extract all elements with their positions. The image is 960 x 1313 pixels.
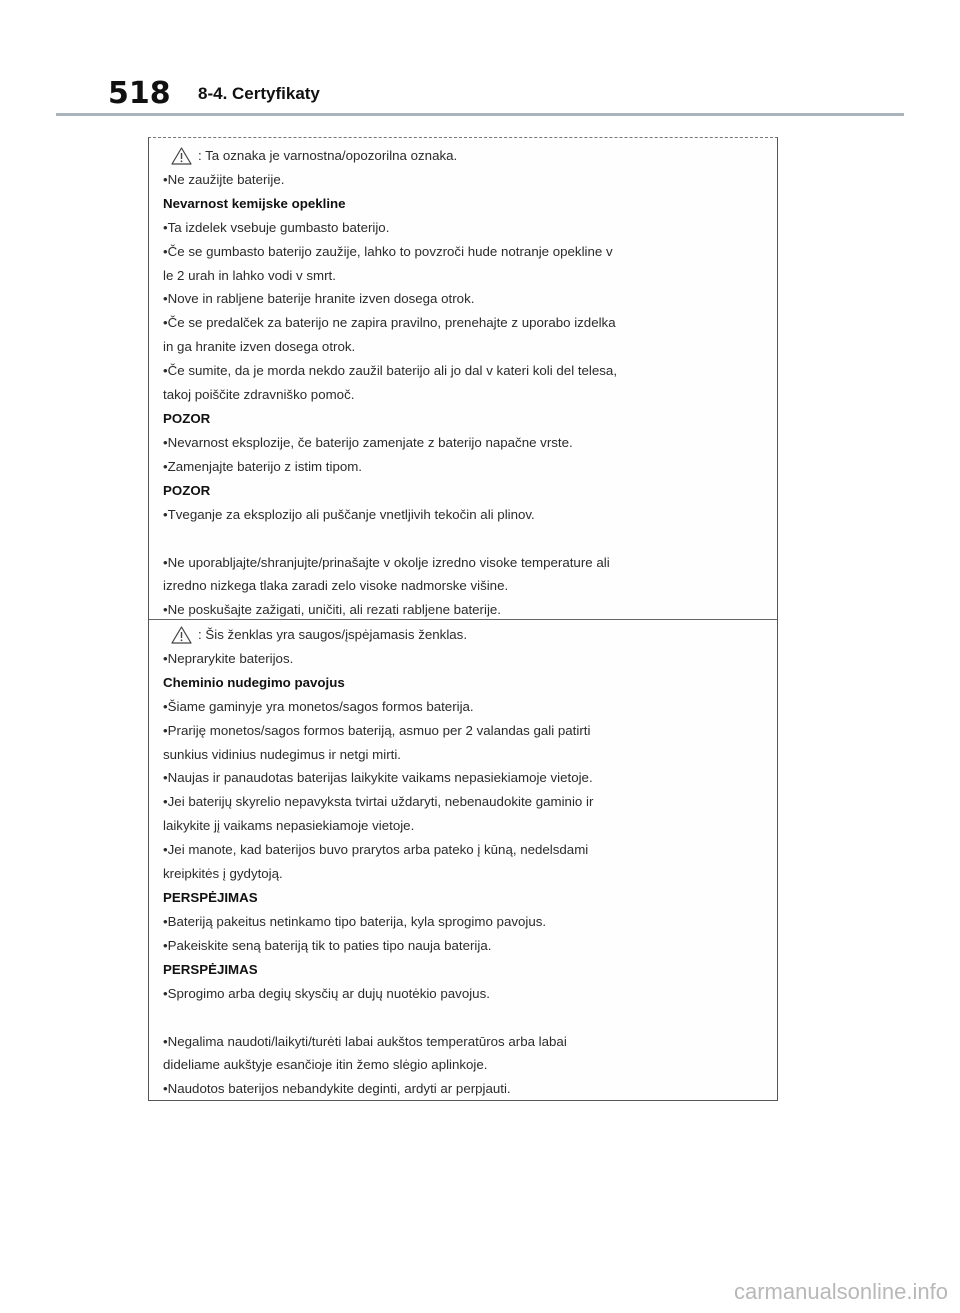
warning-header: [163, 144, 763, 168]
warning-line: •Tveganje za eksplozijo ali puščanje vnetljivih tekočin ali plinov.: [163, 506, 535, 522]
page-header: [0, 0, 960, 118]
page-number: 518: [108, 76, 171, 111]
warning-header-text: : Ta oznaka je varnostna/opozorilna oznaka.: [198, 148, 458, 163]
warning-line: •Neprarykite baterijos.: [163, 650, 294, 666]
warning-header-text: : Šis ženklas yra saugos/įspėjamasis ženklas.: [198, 627, 468, 642]
certificate-scan: [148, 137, 778, 1101]
warning-line: •Ne poskušajte zažigati, uničiti, ali rezati rabljene baterije.: [163, 602, 501, 618]
warning-line: •Naujas ir panaudotas baterijas laikykite vaikams nepasiekiamoje vietoje.: [163, 770, 593, 786]
warning-line: in ga hranite izven dosega otrok.: [163, 339, 356, 355]
warning-line: takoj poiščite zdravniško pomoč.: [163, 387, 355, 403]
warning-line: kreipkitės į gydytoją.: [163, 866, 283, 882]
warning-line: laikykite jį vaikams nepasiekiamoje vietoje.: [163, 818, 415, 834]
warning-line: •Naudotos baterijos nebandykite deginti, ardyti ar perpjauti.: [163, 1081, 511, 1097]
warning-line: •Sprogimo arba degių skysčių ar dujų nuotėkio pavojus.: [163, 985, 490, 1001]
warning-heading: POZOR: [163, 410, 211, 426]
warning-line: sunkius vidinius nudegimus ir netgi mirti.: [163, 746, 401, 762]
warning-line: izredno nizkega tlaka zaradi zelo visoke nadmorske višine.: [163, 578, 509, 594]
warning-line: •Ne uporabljajte/shranjujte/prinašajte v okolje izredno visoke temperature ali: [163, 554, 610, 570]
warning-line: le 2 urah in lahko vodi v smrt.: [163, 267, 336, 283]
warning-heading: PERSPĖJIMAS: [163, 889, 258, 905]
warning-line: •Jei manote, kad baterijos buvo prarytos arba pateko į kūną, nedelsdami: [163, 842, 589, 858]
warning-heading: POZOR: [163, 482, 211, 498]
warning-line: •Prariję monetos/sagos formos bateriją, asmuo per 2 valandas gali patirti: [163, 722, 591, 738]
panel-divider: [149, 619, 777, 620]
header-rule: [56, 113, 904, 116]
warning-line: •Ta izdelek vsebuje gumbasto baterijo.: [163, 219, 390, 235]
warning-triangle-icon: [171, 626, 192, 644]
warning-line: dideliame aukštyje esančioje itin žemo slėgio aplinkoje.: [163, 1057, 488, 1073]
warning-heading: Cheminio nudegimo pavojus: [163, 674, 345, 690]
warning-line: •Pakeiskite seną bateriją tik to paties tipo nauja baterija.: [163, 937, 492, 953]
warning-triangle-icon: [171, 147, 192, 165]
warning-line: •Nevarnost eksplozije, če baterijo zamenjate z baterijo napačne vrste.: [163, 434, 573, 450]
warning-line: •Ne zaužijte baterije.: [163, 171, 285, 187]
warning-header: [163, 623, 763, 647]
warning-line: •Bateriją pakeitus netinkamo tipo baterija, kyla sprogimo pavojus.: [163, 913, 547, 929]
warning-line: •Če se predalček za baterijo ne zapira pravilno, prenehajte z uporabo izdelka: [163, 315, 616, 331]
warning-line: •Če sumite, da je morda nekdo zaužil baterijo ali jo dal v kateri koli del telesa,: [163, 363, 618, 379]
warning-line: •Če se gumbasto baterijo zaužije, lahko to povzroči hude notranje opekline v: [163, 243, 613, 259]
warning-line: •Zamenjajte baterijo z istim tipom.: [163, 458, 363, 474]
warning-line: •Šiame gaminyje yra monetos/sagos formos baterija.: [163, 698, 474, 714]
section-title: 8-4. Certyfikaty: [198, 84, 320, 103]
lithuanian-warning-panel: [163, 623, 763, 1101]
warning-line: •Jei baterijų skyrelio nepavyksta tvirtai uždaryti, nebenaudokite gaminio ir: [163, 794, 594, 810]
warning-heading: PERSPĖJIMAS: [163, 961, 258, 977]
slovenian-warning-panel: [163, 144, 763, 622]
watermark: carmanualsonline.info: [733, 1279, 948, 1304]
warning-heading: Nevarnost kemijske opekline: [163, 195, 346, 211]
warning-line: •Negalima naudoti/laikyti/turėti labai aukštos temperatūros arba labai: [163, 1033, 567, 1049]
warning-line: •Nove in rabljene baterije hranite izven dosega otrok.: [163, 291, 475, 307]
